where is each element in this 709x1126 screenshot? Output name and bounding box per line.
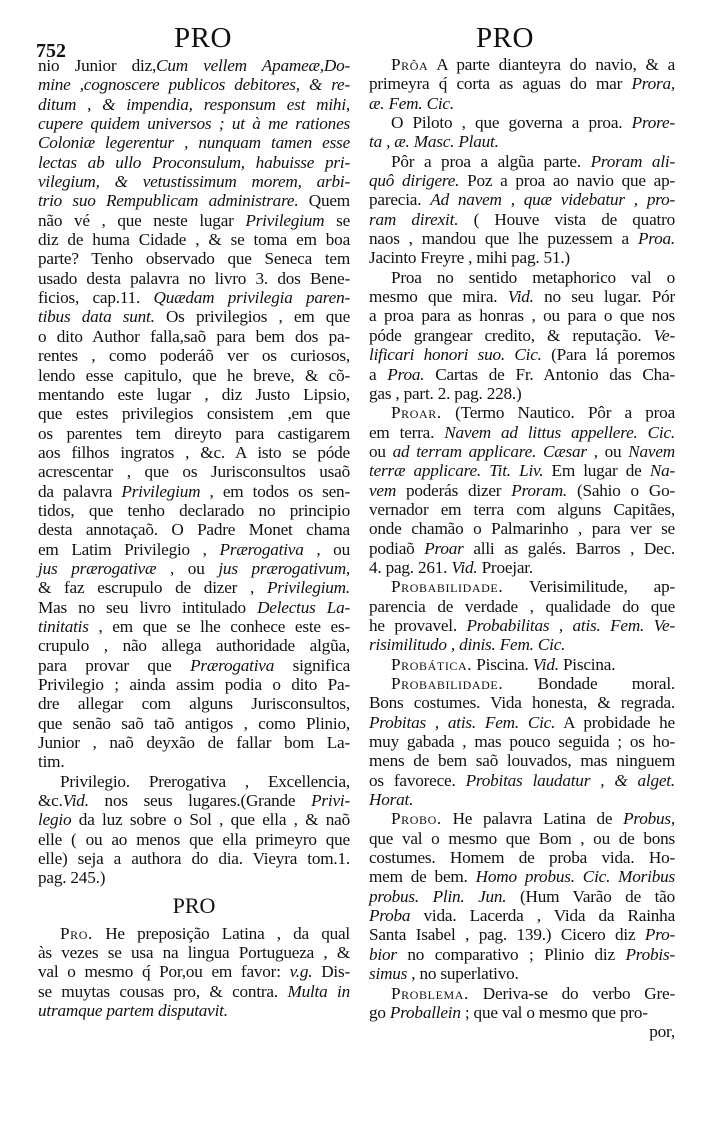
text-run: Quem [298, 191, 350, 211]
dictionary-entry [369, 655, 675, 674]
latin-text: Navem [628, 441, 675, 461]
text-line [38, 943, 350, 962]
latin-text: Prora, [631, 74, 675, 94]
latin-text: ad terram applicare. Cæsar [392, 441, 587, 461]
latin-text: tinitatis [38, 616, 89, 636]
text-line [38, 307, 350, 326]
latin-text: Vid. [532, 654, 559, 674]
text-line [369, 693, 675, 712]
text-run: go [369, 1002, 390, 1022]
latin-text: Horat. [369, 790, 414, 810]
text-run: parte? Tenho observado que Seneca tem [38, 249, 350, 269]
text-run: , em todos os sen- [200, 481, 350, 501]
latin-text: Proba [369, 906, 411, 926]
text-run: às vezes se usa na lingua Portugueza , & [38, 943, 350, 963]
text-run: Mas no seu livro intitulado [38, 597, 258, 617]
text-run: mesmo que mira. [369, 287, 508, 307]
text-line [369, 306, 675, 325]
section-heading-pro: PRO [172, 892, 216, 918]
latin-text: Privilegium [121, 481, 201, 501]
latin-text: Proram. [511, 480, 568, 500]
latin-text: cupere quidem universos ; ut à me rationes [38, 114, 350, 134]
latin-text: legio [38, 810, 72, 830]
text-run: rentes , como poderáõ ver os curiosos, [38, 346, 350, 366]
text-line [38, 443, 350, 462]
latin-text: Privilegium [245, 210, 325, 230]
latin-text: Vid. [507, 287, 534, 307]
text-line [369, 190, 675, 209]
latin-text: Ad navem , quæ videbatur , pro- [430, 190, 676, 210]
text-run: se [324, 210, 350, 230]
text-line [369, 55, 675, 74]
text-run: , ou [586, 441, 629, 461]
latin-text: ta , æ. Masc. Plaut. [369, 132, 499, 152]
text-line [38, 578, 350, 597]
text-line [38, 694, 350, 713]
latin-text: ditum , & impendia, responsum est mihi, [38, 94, 350, 114]
text-run: no seu lugar. Pór [533, 287, 675, 307]
text-run: para provar que [38, 655, 191, 675]
text-run: lendo esse capitulo, que he breve, & cõ- [38, 365, 350, 385]
text-line [369, 577, 675, 596]
text-line [38, 56, 350, 75]
latin-text: Homo probus. Cic. Moribus [475, 867, 676, 887]
text-line [38, 249, 350, 268]
text-run: elle ( ou ao menos que ella primeyro que [38, 829, 350, 849]
text-line [369, 94, 675, 113]
latin-text: Prærogativa [190, 655, 275, 675]
text-line [38, 424, 350, 443]
text-run: Em lugar de [543, 461, 650, 481]
text-line [369, 113, 675, 132]
text-line [38, 714, 350, 733]
text-run: Piscina. [558, 654, 616, 674]
latin-text: tibus data sunt. [38, 307, 155, 327]
right-column [369, 55, 675, 1042]
text-run: Os privilegios , em que [154, 307, 350, 327]
latin-text: Proa. [637, 229, 675, 249]
text-run: (Para lá poremos [541, 345, 675, 365]
headword: Probo. [391, 809, 442, 829]
entries-list [369, 55, 675, 1022]
text-line [369, 326, 675, 345]
dictionary-entry [369, 268, 675, 403]
latin-text: Multa in [287, 981, 350, 1001]
text-run: a proa para as honras , ou para o que nos [369, 306, 675, 326]
text-line [369, 210, 675, 229]
latin-text: vem [369, 480, 397, 500]
latin-text: Vid. [451, 557, 478, 577]
text-line [38, 791, 350, 810]
text-line [369, 867, 675, 886]
text-line [38, 153, 350, 172]
text-line [38, 346, 350, 365]
text-run: tidos, que tenho declarado no principio [38, 500, 350, 520]
text-run: usado desta palavra no livro 3. dos Bene- [38, 268, 350, 288]
text-line [38, 385, 350, 404]
text-run: alli as galés. Barros , Dec. [463, 538, 675, 558]
text-line [38, 288, 350, 307]
latin-text: Coloniæ legerentur , nunquam tamen esse [38, 133, 350, 153]
text-run: He palavra Latina de [441, 809, 624, 829]
text-line [369, 287, 675, 306]
entry-pro [38, 924, 350, 1021]
latin-text: Probis- [625, 944, 675, 964]
latin-text: terræ applicare. Tit. Liv. [369, 461, 544, 481]
latin-text: jus prærogativæ [38, 558, 157, 578]
text-run: não vé , que neste lugar [38, 210, 246, 230]
text-line [38, 598, 350, 617]
latin-text: Privi- [311, 791, 350, 811]
latin-text: Prore- [631, 113, 675, 133]
latin-text: v.g. [289, 962, 313, 982]
text-line [38, 675, 350, 694]
text-run: primeyra q́ corta as aguas do mar [369, 74, 632, 94]
text-run: onde chamão o Palmarinho , para ver se [369, 519, 675, 539]
text-run: se muytas cousas pro, & contra. [38, 981, 288, 1001]
text-run: Cartas de Fr. Antonio das Cha- [424, 364, 675, 384]
text-line [369, 248, 675, 267]
text-line [369, 442, 675, 461]
text-line [38, 95, 350, 114]
paragraph-privilegio-synonyms [38, 772, 350, 888]
text-line [38, 540, 350, 559]
text-line [369, 558, 675, 577]
text-run: costumes. Homem de proba vida. Ho- [369, 848, 675, 868]
text-run: em terra. [369, 422, 445, 442]
latin-text: Probus, [623, 809, 675, 829]
text-run: ficios, cap.11. [38, 288, 154, 308]
text-line [38, 962, 350, 981]
text-line [38, 114, 350, 133]
text-line [369, 403, 675, 422]
latin-text: quô dirigere. [369, 171, 460, 191]
text-line [38, 982, 350, 1001]
text-line [369, 848, 675, 867]
text-line [38, 1001, 350, 1020]
headword: Probabilidade. [391, 674, 504, 693]
dictionary-entry [369, 809, 675, 983]
latin-text: simus [369, 964, 408, 984]
text-line [369, 906, 675, 925]
page-number: 752 [36, 40, 66, 62]
text-run: que senão saõ taõ antigos , como Plinio, [38, 713, 350, 733]
text-line [369, 984, 675, 1003]
text-run: nos seus lugares.(Grande [88, 791, 312, 811]
text-run: (Sahio o Go- [567, 480, 675, 500]
text-line [369, 925, 675, 944]
text-line [38, 211, 350, 230]
text-line [38, 924, 350, 943]
text-run: Dis- [312, 962, 350, 982]
text-line [369, 964, 675, 983]
text-run: & faz escrupulo de dizer , [38, 578, 267, 598]
headword: Pro. [60, 923, 93, 943]
text-run: aos filhos ingratos , &c. A isto se póde [38, 442, 350, 462]
latin-text: jus prærogativum, [218, 558, 351, 578]
text-line [369, 500, 675, 519]
headword: Probática. [391, 654, 473, 674]
text-run: , em que se lhe conhece este es- [88, 616, 350, 636]
latin-text: probus. Plin. Jun. [369, 886, 507, 906]
text-line [369, 635, 675, 654]
text-line [369, 713, 675, 732]
text-run: da luz sobre o Sol , que ella , & naõ [71, 810, 350, 830]
text-run: gas , part. 2. pag. 228.) [369, 383, 522, 403]
catchword: por, [649, 1022, 675, 1042]
text-line [38, 656, 350, 675]
text-line [38, 501, 350, 520]
text-line [369, 597, 675, 616]
text-run: nio Junior diz, [38, 56, 157, 75]
latin-text: Delectus La- [257, 597, 350, 617]
text-line [369, 829, 675, 848]
latin-text: Navem ad littus appellere. Cic. [444, 422, 676, 442]
text-line [369, 732, 675, 751]
text-line [38, 366, 350, 385]
text-run: Bondade moral. [503, 674, 675, 693]
text-line [369, 74, 675, 93]
text-line [369, 655, 675, 674]
text-run: val o mesmo q́ Por,ou em favor: [38, 962, 290, 982]
text-run: Verisimilitude, ap- [503, 577, 675, 597]
text-line [369, 152, 675, 171]
text-line [38, 404, 350, 423]
left-column [38, 56, 350, 1021]
text-run: Pôr a proa a algũa parte. [391, 151, 591, 171]
text-run: Piscina. [472, 654, 533, 674]
text-line [38, 230, 350, 249]
text-line [369, 790, 675, 809]
text-run: crupulo , não allega authoridade algũa, [38, 636, 350, 656]
text-line [38, 733, 350, 752]
text-run: diz de huma Cidade , & se toma em boa [38, 230, 350, 250]
text-run: Jacinto Freyre , mihi pag. 51.) [369, 248, 570, 268]
text-run: 4. pag. 261. [369, 557, 452, 577]
text-line [38, 559, 350, 578]
text-run: A parte dianteyra do navio, & a [428, 55, 675, 74]
text-line [38, 172, 350, 191]
text-line [38, 133, 350, 152]
text-run: mentando este lugar , diz Justo Lipsio, [38, 384, 350, 404]
dictionary-entry [369, 403, 675, 577]
latin-text: risimilitudo , dinis. Fem. Cic. [369, 635, 566, 655]
latin-text: lificari honori suo. Cic. [369, 345, 542, 365]
latin-text: Proa. [387, 364, 425, 384]
text-run: pag. 245.) [38, 868, 106, 888]
text-run: dre allegar com alguns Jurisconsultos, [38, 694, 350, 714]
dictionary-entry [369, 55, 675, 113]
latin-text: Probitas laudatur , & alget. [465, 770, 675, 790]
text-line [369, 171, 675, 190]
dictionary-entry [369, 984, 675, 1023]
text-run: ; que val o mesmo que pro- [460, 1002, 648, 1022]
text-run: vernador em terra com alguns Capitães, [369, 499, 675, 519]
paragraph-privilegium-continued [38, 56, 350, 772]
text-line [369, 132, 675, 151]
latin-text: Proballein [389, 1002, 461, 1022]
text-line [38, 327, 350, 346]
dictionary-entry [369, 577, 675, 654]
latin-text: Na- [649, 461, 675, 481]
text-line [38, 830, 350, 849]
latin-text: utramque partem disputavit. [38, 1001, 228, 1021]
text-run: , ou [156, 558, 219, 578]
text-run: em Latim Privilegio , [38, 539, 220, 559]
dictionary-entry [369, 152, 675, 268]
text-line [38, 772, 350, 791]
text-run: naos , mandou que lhe puzessem a [369, 229, 638, 249]
text-line [369, 481, 675, 500]
text-run: Poz a proa ao navio que ap- [459, 171, 675, 191]
text-run: , ou [303, 539, 350, 559]
text-line [369, 1003, 675, 1022]
text-run: Proa no sentido metaphorico val o [391, 267, 675, 287]
text-run: que val o mesmo que Bom , ou de bons [369, 828, 675, 848]
latin-text: Pro- [644, 925, 675, 945]
text-run: Proejar. [477, 557, 533, 577]
latin-text: æ. Fem. Cic. [369, 93, 454, 113]
text-line [38, 269, 350, 288]
text-run: tim. [38, 752, 65, 772]
latin-text: Vid. [62, 791, 89, 811]
text-line [369, 519, 675, 538]
text-run: podiaõ [369, 538, 425, 558]
text-line [38, 520, 350, 539]
text-line [369, 229, 675, 248]
text-line [38, 191, 350, 210]
text-run: a [369, 364, 388, 384]
text-run: desta annotaçaõ. O Padre Monet chama [38, 520, 350, 540]
latin-text: Prærogativa [219, 539, 304, 559]
latin-text: Probitas , atis. Fem. Cic. [369, 712, 556, 732]
text-line [369, 674, 675, 693]
text-line [369, 945, 675, 964]
latin-text: Quædam privilegia paren- [153, 288, 350, 308]
text-run: Santa Isabel , pag. 139.) Cicero diz [369, 925, 645, 945]
headword: Proar. [391, 403, 442, 423]
latin-text: trio suo Rempublicam administrare. [38, 191, 299, 211]
text-run: Bons costumes. Vida honesta, & regrada. [369, 693, 675, 713]
text-line [369, 887, 675, 906]
text-line [369, 809, 675, 828]
text-run: os favorece. [369, 770, 466, 790]
text-run: vida. Lacerda , Vida da Rainha [410, 906, 675, 926]
text-run: &c. [38, 791, 63, 811]
running-head-right: PRO [476, 22, 534, 54]
latin-text: vilegium, & vetustissimum morem, arbi- [38, 172, 350, 192]
text-line [38, 636, 350, 655]
text-line [38, 868, 350, 887]
text-run: os parentes tem direyto para castigarem [38, 423, 350, 443]
latin-text: Cum vellem Apameæ,Do- [156, 56, 350, 75]
text-line [369, 365, 675, 384]
text-run: , no superlativo. [407, 964, 519, 984]
latin-text: bior [369, 944, 397, 964]
text-line [369, 423, 675, 442]
text-line [369, 461, 675, 480]
latin-text: Ve- [653, 325, 675, 345]
text-line [369, 345, 675, 364]
text-line [38, 462, 350, 481]
text-run: poderás dizer [396, 480, 512, 500]
latin-text: ram direxit. [369, 209, 459, 229]
text-run: da palavra [38, 481, 122, 501]
text-run: A probidade he [555, 712, 675, 732]
text-run: que estes privilegios consistem ,em que [38, 404, 350, 424]
text-run: significa [274, 655, 350, 675]
text-run: He preposição Latina , da qual [92, 923, 350, 943]
text-line [38, 617, 350, 636]
latin-text: lectas ab ullo Proconsulum, habuisse pri- [38, 152, 350, 172]
text-line [369, 771, 675, 790]
latin-text: Proar [424, 538, 464, 558]
text-run: o dito Author falla,saõ para bem dos pa- [38, 326, 350, 346]
text-run: parecia. [369, 190, 431, 210]
headword: Problema. [391, 983, 469, 1003]
text-run: acrescentar , que os Jurisconsultos usaõ [38, 462, 350, 482]
text-run: (Termo Nautico. Pôr a proa [441, 403, 675, 423]
text-run: parencia de verdade , qualidade do que [369, 596, 675, 616]
headword: Prôa [391, 55, 429, 74]
text-line [38, 752, 350, 771]
dictionary-entry [369, 674, 675, 809]
text-line [369, 539, 675, 558]
latin-text: Probabilitas , atis. Fem. Ve- [466, 615, 675, 635]
text-line [38, 482, 350, 501]
text-line [369, 384, 675, 403]
text-line [38, 75, 350, 94]
text-run: no comparativo ; Plinio diz [396, 944, 626, 964]
text-run: ou [369, 441, 393, 461]
headword: Probabilidade. [391, 577, 504, 597]
latin-text: Privilegium. [266, 578, 350, 598]
text-run: (Hum Varão de tão [506, 886, 675, 906]
text-run: Deriva-se do verbo Gre- [468, 983, 675, 1003]
text-run: Junior , naõ deyxão de fallar bom La- [38, 733, 350, 753]
text-run: Privilegio. Prerogativa , Excellencia, [60, 771, 350, 791]
text-run: O Piloto , que governa a proa. [391, 113, 632, 133]
text-line [369, 616, 675, 635]
text-run: ( Houve vista de quatro [458, 209, 675, 229]
text-run: mens de bem saõ louvados, mas ninguem [369, 751, 675, 771]
text-line [369, 751, 675, 770]
text-run: mem de bem. [369, 867, 476, 887]
text-run: muy gabada , mas pouco seguida ; os ho- [369, 732, 675, 752]
dictionary-entry [369, 113, 675, 152]
latin-text: Proram ali- [590, 151, 675, 171]
running-head-left: PRO [174, 22, 232, 54]
text-run: póde grangear credito, & reputação. [369, 325, 654, 345]
text-run: elle) seja a authora do dia. Vieyra tom.1. [38, 849, 350, 869]
text-line [38, 810, 350, 829]
text-line [369, 268, 675, 287]
latin-text: mine ,cognoscere publicos debitores, & re- [38, 75, 350, 95]
text-run: Privilegio ; ainda assim podia o dito Pa- [38, 675, 350, 694]
text-run: he provavel. [369, 615, 467, 635]
text-line [38, 849, 350, 868]
